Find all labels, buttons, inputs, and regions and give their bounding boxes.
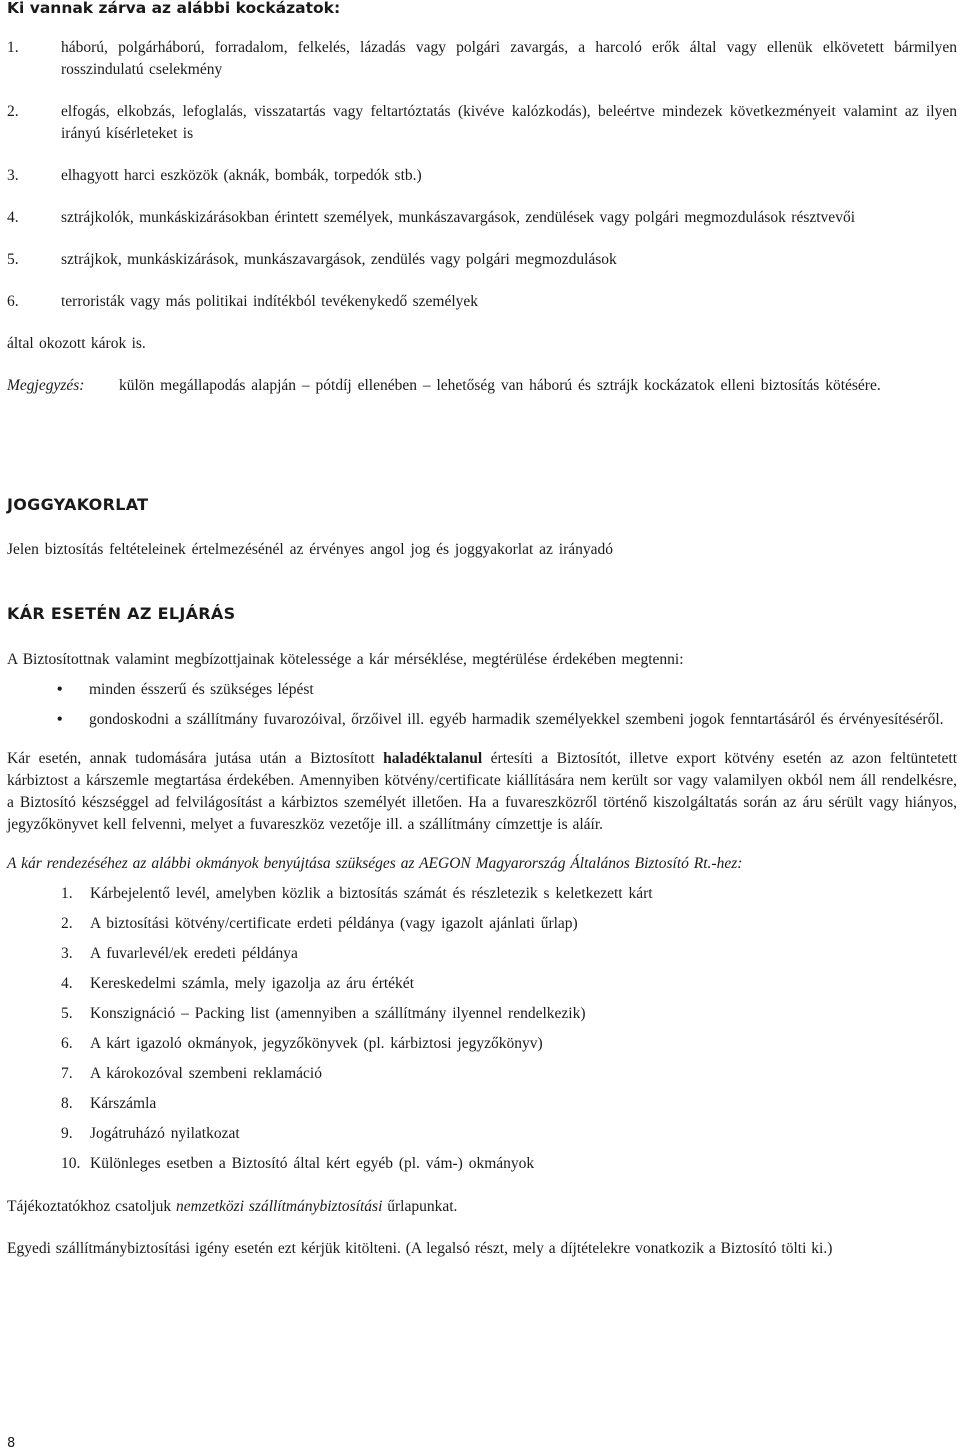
law-heading: JOGGYAKORLAT xyxy=(7,495,149,514)
claims-body xyxy=(7,649,957,1260)
doc-number: 4. xyxy=(61,975,73,992)
doc-number: 3. xyxy=(61,945,73,962)
doc-item xyxy=(7,973,957,995)
item-text: elhagyott harci eszközök (aknák, bombák, torpedók stb.) xyxy=(61,167,422,184)
doc-item xyxy=(7,883,957,905)
bullet-item xyxy=(7,679,957,701)
doc-number: 5. xyxy=(61,1005,73,1022)
item-number: 3. xyxy=(7,167,19,184)
doc-number: 8. xyxy=(61,1095,73,1112)
item-text: sztrájkolók, munkáskizárásokban érintett személyek, munkászavargások, zendülések vagy polgári megmozdulások résztvevői xyxy=(61,209,855,226)
list-item xyxy=(7,291,957,313)
doc-number: 6. xyxy=(61,1035,73,1052)
doc-item xyxy=(7,1063,957,1085)
doc-number: 10. xyxy=(61,1155,81,1172)
bullet-text: gondoskodni a szállítmány fuvarozóival, őrzőivel ill. egyéb harmadik személyekkel szembeni jogok fenntartásáról és érvényesítéséről. xyxy=(89,711,944,728)
para-text-before: Kár esetén, annak tudomására jutása után a Biztosított xyxy=(7,750,375,767)
law-text: Jelen biztosítás feltételeinek értelmezésénél az érvényes angol jog és joggyakorlat az irányadó xyxy=(7,541,614,558)
claims-paragraph xyxy=(7,748,957,836)
item-text: sztrájkok, munkáskizárások, munkászavargások, zendülés vagy polgári megmozdulások xyxy=(61,251,617,268)
excluded-list xyxy=(7,37,957,397)
claims-heading: KÁR ESETÉN AZ ELJÁRÁS xyxy=(7,604,236,623)
doc-item xyxy=(7,1033,957,1055)
doc-text: A kárt igazoló okmányok, jegyzőkönyvek (pl. kárbiztosi jegyzőkönyv) xyxy=(90,1035,543,1052)
doc-item xyxy=(7,1153,957,1175)
info-text-after: űrlapunkat. xyxy=(387,1198,458,1215)
doc-number: 7. xyxy=(61,1065,73,1082)
info-text-before: Tájékoztatókhoz csatoljuk xyxy=(7,1198,172,1215)
item-number: 2. xyxy=(7,103,19,120)
doc-number: 1. xyxy=(61,885,73,902)
doc-number: 2. xyxy=(61,915,73,932)
doc-text: Kárbejelentő levél, amelyben közlik a biztosítás számát és részletezik s keletkezett kárt xyxy=(90,885,653,902)
doc-item xyxy=(7,1003,957,1025)
doc-text: Jogátruházó nyilatkozat xyxy=(90,1125,240,1142)
note xyxy=(7,375,957,397)
doc-number: 9. xyxy=(61,1125,73,1142)
item-text: háború, polgárháború, forradalom, felkelés, lázadás vagy polgári zavargás, a harcoló erők által vagy ellenük elkövetett bármilyen rosszindulatú cselekmény xyxy=(61,39,957,78)
item-number: 4. xyxy=(7,209,19,226)
claims-intro: A Biztosítottnak valamint megbízottjainak kötelessége a kár mérséklése, megtérülése érdekében megtenni: xyxy=(7,651,684,668)
list-item xyxy=(7,207,957,229)
doc-text: Különleges esetben a Biztosító által kért egyéb (pl. vám-) okmányok xyxy=(90,1155,535,1172)
doc-text: Kereskedelmi számla, mely igazolja az áru értékét xyxy=(90,975,414,992)
note-text: külön megállapodás alapján – pótdíj ellenében – lehetőség van háború és sztrájk kockázatok elleni biztosítás kötésére. xyxy=(119,377,881,394)
item-number: 5. xyxy=(7,251,19,268)
doc-item xyxy=(7,1093,957,1115)
doc-item xyxy=(7,913,957,935)
doc-text: A biztosítási kötvény/certificate erdeti példánya (vagy igazolt ajánlati űrlap) xyxy=(90,915,578,932)
list-item xyxy=(7,165,957,187)
doc-item xyxy=(7,943,957,965)
final-paragraph: Egyedi szállítmánybiztosítási igény esetén ezt kérjük kitölteni. (A legalsó részt, mely a díjtételekre vonatkozik a Biztosító tölti ki.) xyxy=(7,1240,833,1257)
list-item xyxy=(7,37,957,81)
docs-intro: A kár rendezéséhez az alábbi okmányok benyújtása szükséges az AEGON Magyarország Általános Biztosító Rt.-hez: xyxy=(7,855,743,872)
item-text: elfogás, elkobzás, lefoglalás, visszatartás vagy feltartóztatás (kivéve kalózkodás), beleértve mindezek következményeit valamint az ilyen irányú kísérleteket is xyxy=(61,103,957,142)
item-text: terroristák vagy más politikai indítékból tevékenykedő személyek xyxy=(61,293,479,310)
para-text-after: értesíti a Biztosítót, illetve export kötvény esetén az azon feltüntetett kárbiztost a kárszemle megtartása érdekében. Amennyiben kötvény/certificate kiállítására nem került sor vagy valamilyen okból nem áll rendelkésre, a Biztosító készséggel ad felvilágosítást a kárbiztos személyét illetően. Ha a fuvareszközről történő kiszolgáltatás során az áru sérült vagy hiányos, jegyzőkönyvet kell felvenni, melyet a fuvareszköz vezetője ill. a szállítmány címzettje is aláír. xyxy=(7,750,958,833)
info-italic: nemzetközi szállítmánybiztosítási xyxy=(176,1198,383,1215)
item-number: 6. xyxy=(7,293,19,310)
doc-text: A fuvarlevél/ek eredeti példánya xyxy=(90,945,298,962)
doc-text: A károkozóval szembeni reklamáció xyxy=(90,1065,322,1082)
bullet-item xyxy=(7,709,957,731)
info-line xyxy=(7,1196,957,1218)
page-number: 8 xyxy=(7,1436,16,1451)
caused-by-line: által okozott károk is. xyxy=(7,335,146,352)
doc-text: Konszignáció – Packing list (amennyiben a szállítmány ilyennel rendelkezik) xyxy=(90,1005,586,1022)
bullet-text: minden ésszerű és szükséges lépést xyxy=(89,681,314,698)
list-item xyxy=(7,249,957,271)
bullet-icon: • xyxy=(57,711,63,728)
item-number: 1. xyxy=(7,39,19,56)
excluded-heading: Ki vannak zárva az alábbi kockázatok: xyxy=(7,0,341,17)
doc-item xyxy=(7,1123,957,1145)
docs-list xyxy=(7,883,957,1175)
note-label: Megjegyzés: xyxy=(7,377,85,394)
para-emphasis: haladéktalanul xyxy=(383,750,483,767)
list-item xyxy=(7,101,957,145)
doc-text: Kárszámla xyxy=(90,1095,157,1112)
bullet-icon: • xyxy=(57,681,63,698)
